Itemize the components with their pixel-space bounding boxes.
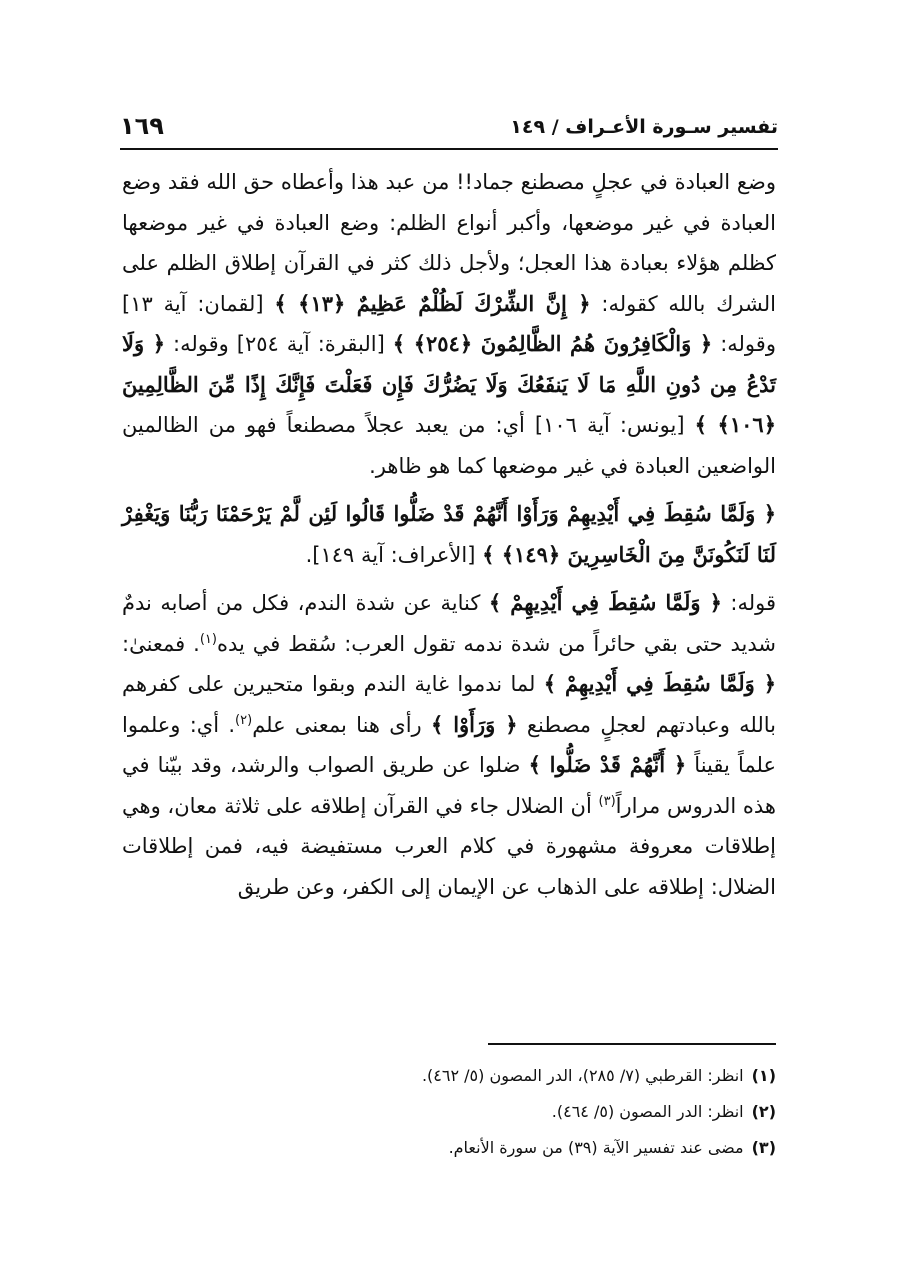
reference-text: [يونس: آية ١٠٦] أي: من يعبد عجلاً مصطنعاً فهو من الظالمين الواضعين العبادة في غير موضعها كما هو ظاهر. [122, 413, 776, 478]
quran-quote: ﴿ وَالْكَافِرُونَ هُمُ الظَّالِمُونَ ﴿٢٥٤﴾ ﴾ [392, 331, 713, 356]
paragraph-text: لما ندموا غاية الندم وبقوا متحيرين على كفرهم بالله وعبادتهم لعجلٍ مصطنع [122, 672, 776, 737]
footnote-marker[interactable]: (٣) [598, 793, 616, 809]
footnote-3 [122, 1130, 776, 1166]
paragraph-1 [122, 162, 776, 486]
quran-quote: ﴿ وَرَأَوْا ﴾ [430, 711, 518, 737]
paragraph-text: . أي: وعلموا علماً يقيناً [122, 712, 776, 777]
paragraph-text: رأى هنا بمعنى علم [252, 712, 422, 737]
paragraph-text: وضع العبادة في عجلٍ مصطنع جماد!! من عبد هذا وأعطاه حق الله فقد وضع العبادة في غير موضعها، وأكبر أنواع الظلم: وضع العبادة في غير موضعها كظلم هؤلاء بعبادة هذا العجل؛ ولأجل ذلك كثر في القرآن إطلاق الظلم على الشرك بالله كقوله: [122, 170, 776, 316]
footnote-marker[interactable]: (١) [199, 631, 217, 647]
verse-text: ﴿ وَلَمَّا سُقِطَ فِي أَيْدِيهِمْ وَرَأَوْا أَنَّهُمْ قَدْ ضَلُّوا قَالُوا لَئِن لَّمْ يَرْحَمْنَا رَبُّنَا وَيَغْفِرْ لَنَا لَنَكُونَنَّ مِنَ الْخَاسِرِينَ ﴿١٤٩﴾ ﴾ [122, 501, 776, 567]
quran-quote: ﴿ وَلَمَّا سُقِطَ فِي أَيْدِيهِمْ ﴾ [488, 590, 722, 615]
footnote-number: (٣) [751, 1138, 776, 1157]
paragraph-text: ضلوا عن طريق الصواب والرشد، وقد بيّنا في هذه الدروس مراراً [122, 753, 776, 818]
footnote-rule [488, 1043, 776, 1045]
paragraph-text: . فمعنىٰ: [122, 631, 200, 656]
reference-text: [لقمان: آية ١٣] وقوله: [122, 291, 776, 356]
main-verse [122, 494, 776, 575]
reference-text: [البقرة: آية ٢٥٤] وقوله: [173, 332, 385, 356]
quran-quote: ﴿ وَلَمَّا سُقِطَ فِي أَيْدِيهِمْ ﴾ [543, 671, 776, 696]
verse-reference: [الأعراف: آية ١٤٩]. [305, 542, 476, 567]
running-title: تفسير سـورة الأعـراف / ١٤٩ [510, 116, 778, 138]
paragraph-2 [122, 583, 776, 907]
page-header [120, 112, 778, 146]
page-number: ١٦٩ [120, 112, 164, 140]
footnotes [122, 1058, 776, 1166]
quran-quote: ﴿ إِنَّ الشِّرْكَ لَظُلْمٌ عَظِيمٌ ﴿١٣﴾ ﴾ [274, 290, 591, 316]
footnote-text: انظر: الدر المصون (٥/ ٤٦٤). [551, 1102, 744, 1121]
footnote-2 [122, 1094, 776, 1130]
paragraph-text: كناية عن شدة الندم، فكل من أصابه ندمٌ شديد حتى بقي حائراً من شدة ندمه تقول العرب: سُقط في يده [122, 591, 776, 656]
footnote-text: انظر: القرطبي (٧/ ٢٨٥)، الدر المصون (٥/ ٤٦٢). [421, 1066, 744, 1085]
footnote-marker[interactable]: (٢) [235, 712, 253, 728]
paragraph-text: قوله: [730, 591, 776, 615]
paragraph-text: أن الضلال جاء في القرآن إطلاقه على ثلاثة معان، وهي إطلاقات معروفة مشهورة في كلام العرب مستفيضة فيه، فمن إطلاقات الضلال: إطلاقه على الذهاب عن الإيمان إلى الكفر، وعن طريق [122, 793, 776, 899]
quran-quote: ﴿ وَلَا تَدْعُ مِن دُونِ اللَّهِ مَا لَا يَنفَعُكَ وَلَا يَضُرُّكَ فَإِن فَعَلْتَ فَإِنَّكَ إِذًا مِّنَ الظَّالِمِينَ ﴿١٠٦﴾ ﴾ [122, 331, 776, 437]
footnote-text: مضى عند تفسير الآية (٣٩) من سورة الأنعام. [448, 1138, 744, 1157]
header-rule [120, 148, 778, 150]
footnote-number: (١) [751, 1066, 776, 1085]
quran-quote: ﴿ أَنَّهُمْ قَدْ ضَلُّوا ﴾ [528, 752, 687, 777]
main-text [122, 162, 776, 907]
footnote-number: (٢) [751, 1102, 776, 1121]
footnote-1 [122, 1058, 776, 1094]
